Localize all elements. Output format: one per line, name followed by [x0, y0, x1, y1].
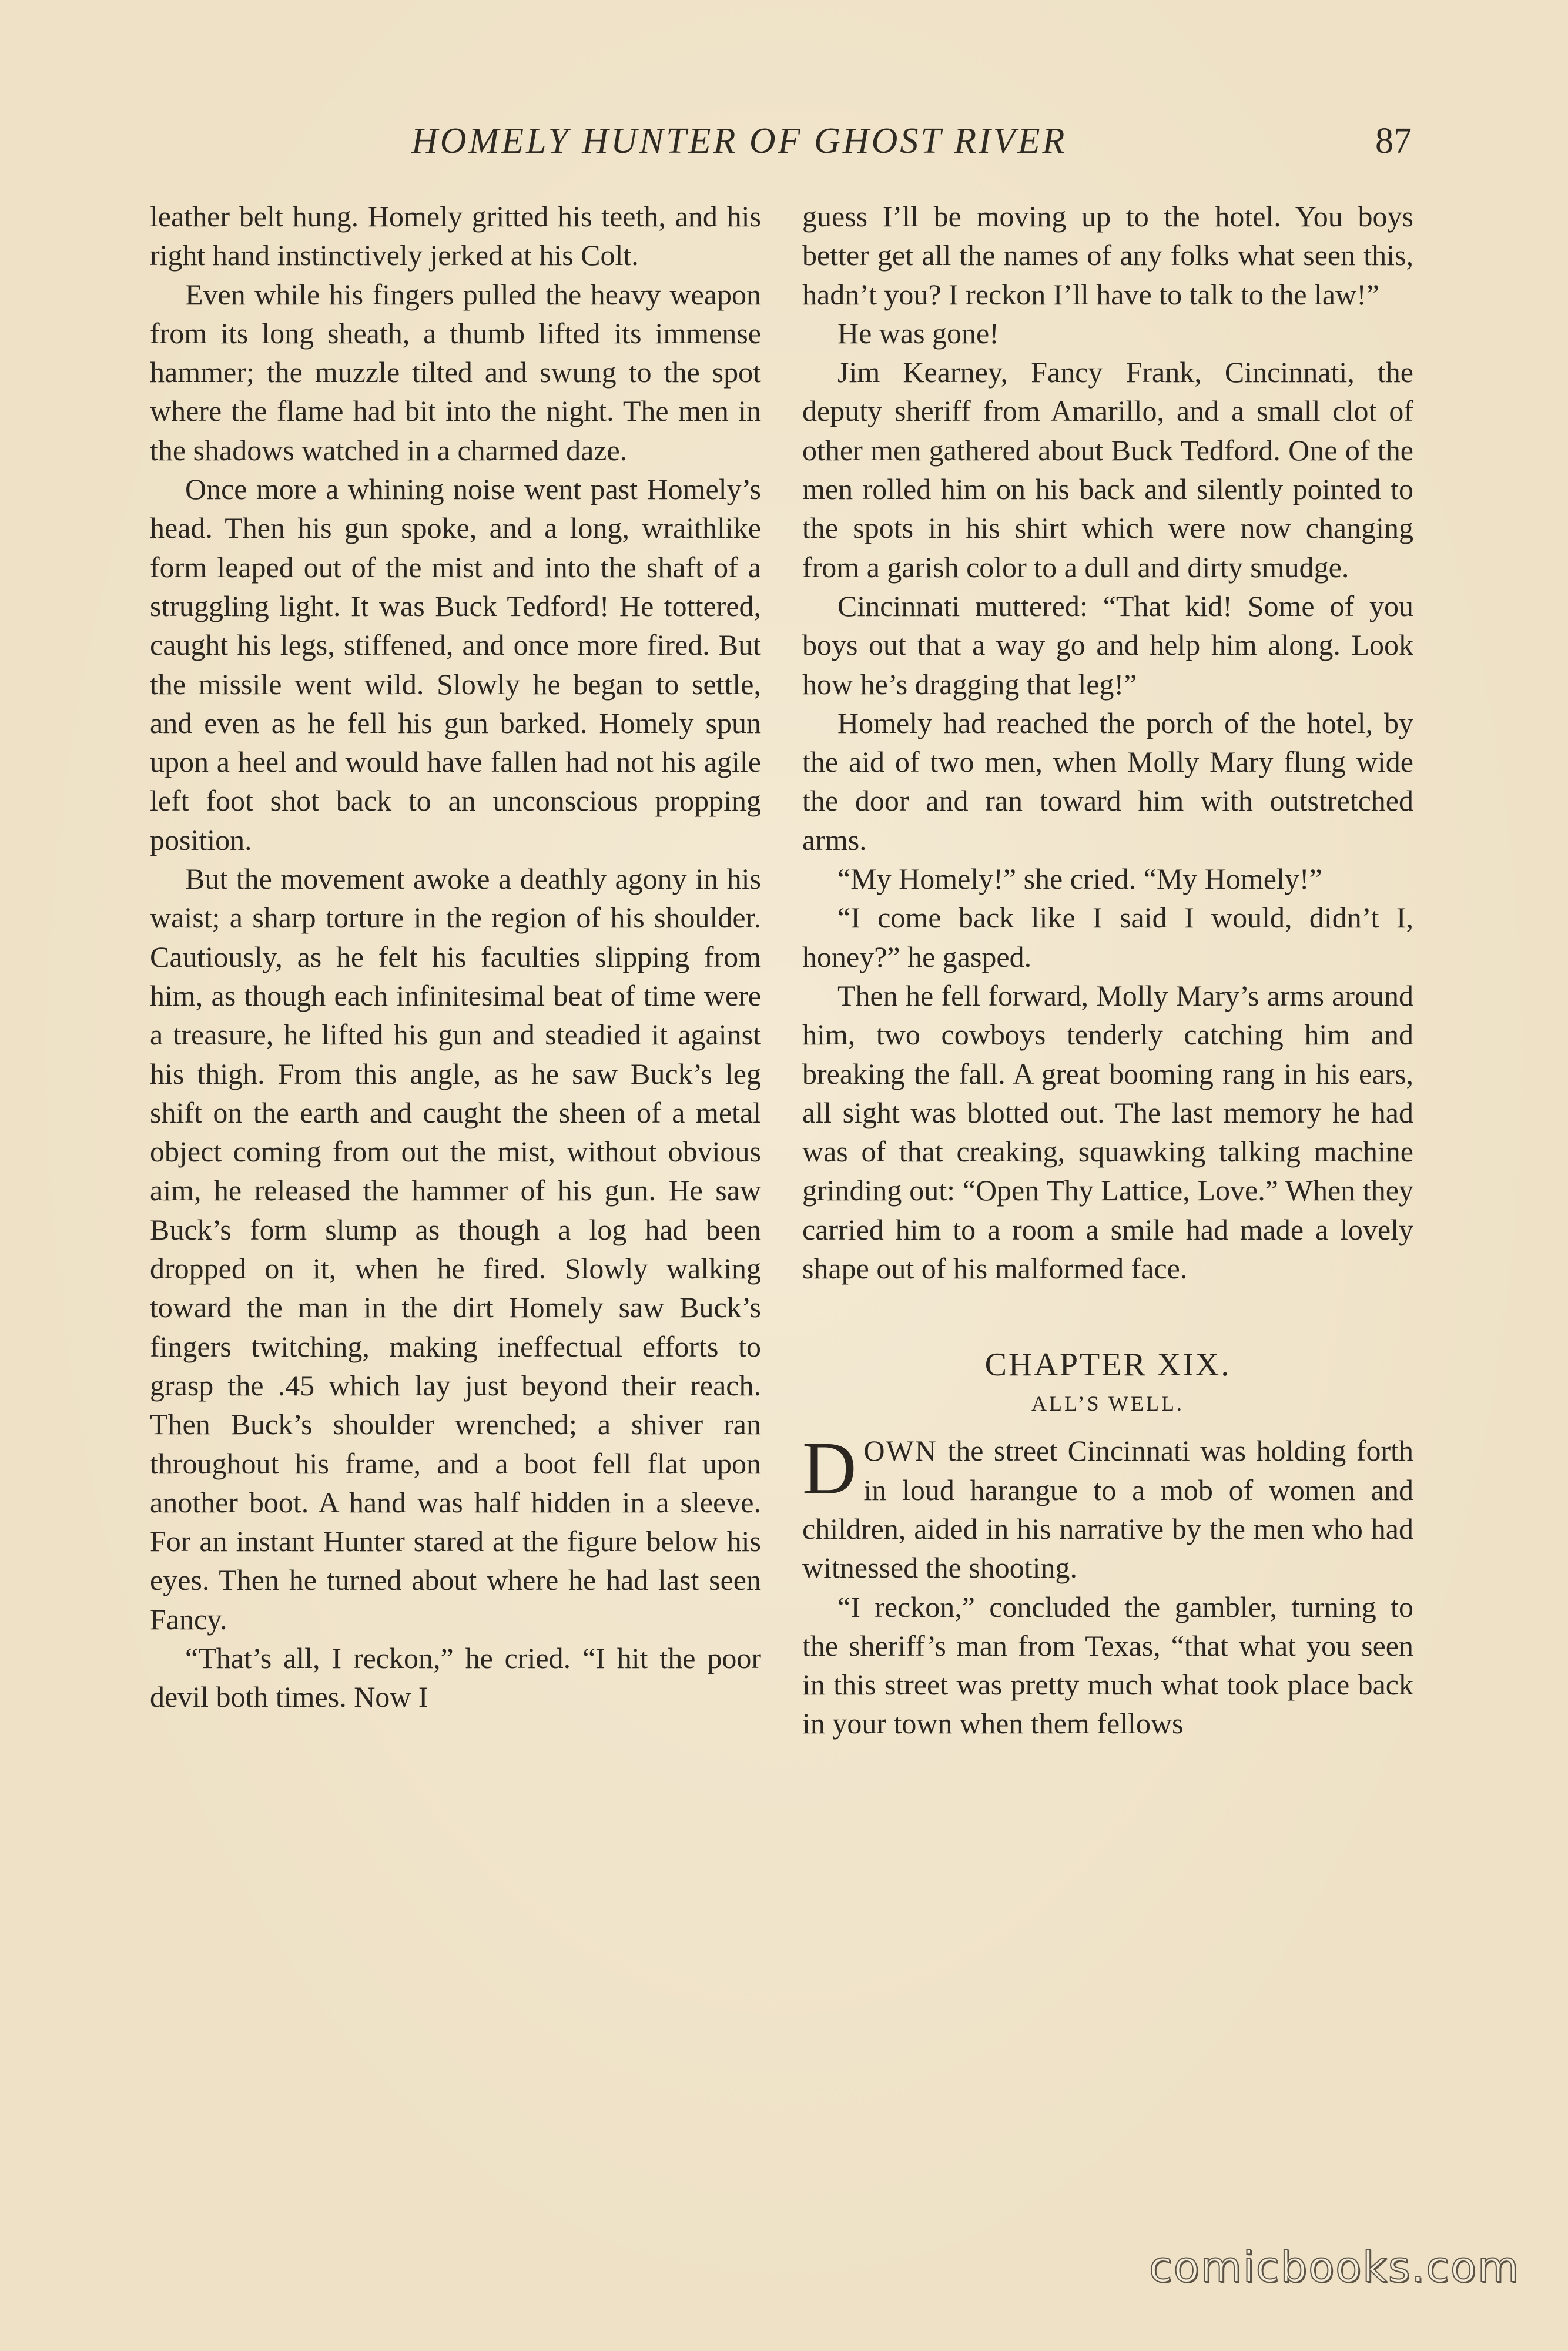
paragraph: “My Homely!” she cried. “My Homely!”	[837, 862, 1322, 896]
left-column	[150, 197, 761, 1717]
paragraph: Jim Kearney, Fancy Frank, Cincinnati, the deputy sheriff from Amarillo, and a small clot of other men gathered about Buck Tedford. One of the men rolled him on his back and silently pointed to the spots in his shirt which were now changing from a garish color to a dull and dirty smudge.	[802, 356, 1413, 584]
paragraph: But the movement awoke a deathly agony in his waist; a sharp torture in the region of his shoulder. Cautiously, as he felt his faculties slipping from him, as though each infinitesimal beat of time were a treasure, he lifted his gun and steadied it against his thigh. From this angle, as he saw Buck’s leg shift on the earth and caught the sheen of a metal object coming from out the mist, without obvious aim, he released the hammer of his gun. He saw Buck’s form slump as though a log had been dropped on it, when he fired. Slowly walking toward the man in the dirt Homely saw Buck’s fingers twitching, making ineffectual efforts to grasp the .45 which lay just beyond their reach. Then Buck’s shoulder wrenched; a shiver ran throughout his frame, and a boot fell flat upon another boot. A hand was half hidden in a sleeve. For an instant Hunter stared at the figure below his eyes. Then he turned about where he had last seen Fancy.	[150, 862, 761, 1636]
paragraph: Once more a whining noise went past Homely’s head. Then his gun spoke, and a long, wraithlike form leaped out of the mist and into the shaft of a struggling light. It was Buck Tedford! He tottered, caught his legs, stiffened, and once more fired. But the missile went wild. Slowly he began to settle, and even as he fell his gun barked. Homely spun upon a heel and would have fallen had not his agile left foot shot back to an unconscious propping position.	[150, 473, 761, 856]
opening-word-rest: OWN	[863, 1434, 937, 1468]
paragraph: Then he fell forward, Molly Mary’s arms around him, two cowboys tenderly catching him and breaking the fall. A great booming rang in his ears, all sight was blotted out. The last memory he had was of that creaking, squawking talking machine grinding out: “Open Thy Lattice, Love.” When they carried him to a room a smile had made a lovely shape out of his malformed face.	[802, 979, 1413, 1285]
chapter-heading: CHAPTER XIX.	[984, 1347, 1231, 1384]
paragraph: leather belt hung. Homely gritted his teeth, and his right hand instinctively jerked at his Colt.	[150, 200, 761, 272]
paragraph: guess I’ll be moving up to the hotel. You boys better get all the names of any folks what seen this, hadn’t you? I reckon I’ll have to talk to the law!”	[802, 200, 1413, 311]
right-column	[802, 197, 1413, 1743]
watermark-logo: comicbooks.com	[1149, 2242, 1520, 2292]
paragraph: “I reckon,” concluded the gambler, turning to the sheriff’s man from Texas, “that what you seen in this street was pretty much what took place back in your town when them fellows	[802, 1590, 1413, 1740]
chapter-subtitle: ALL’S WELL.	[1031, 1392, 1184, 1416]
paragraph: Even while his fingers pulled the heavy weapon from its long sheath, a thumb lifted its immense hammer; the muzzle tilted and swung to the spot where the flame had bit into the night. The men in the shadows watched in a charmed daze.	[150, 277, 761, 467]
chapter-opening-paragraph	[802, 1426, 1413, 1587]
running-title: HOMELY HUNTER OF GHOST RIVER	[411, 121, 1067, 161]
paragraph: “I come back like I said I would, didn’t I, honey?” he gasped.	[802, 901, 1413, 973]
paragraph: He was gone!	[837, 316, 999, 350]
paragraph: Homely had reached the porch of the hotel, by the aid of two men, when Molly Mary flung wide the door and ran toward him with outstretched arms.	[802, 706, 1413, 856]
page-number: 87	[1375, 121, 1412, 161]
drop-cap: D	[802, 1426, 857, 1511]
paragraph: “That’s all, I reckon,” he cried. “I hit the poor devil both times. Now I	[150, 1641, 761, 1714]
opening-paragraph-text: the street Cincinnati was holding forth in loud harangue to a mob of women and children, aided in his narrative by the men who had witnessed the shooting.	[802, 1434, 1413, 1585]
paragraph: Cincinnati muttered: “That kid! Some of you boys out that a way go and help him along. Look how he’s dragging that leg!”	[802, 589, 1413, 701]
